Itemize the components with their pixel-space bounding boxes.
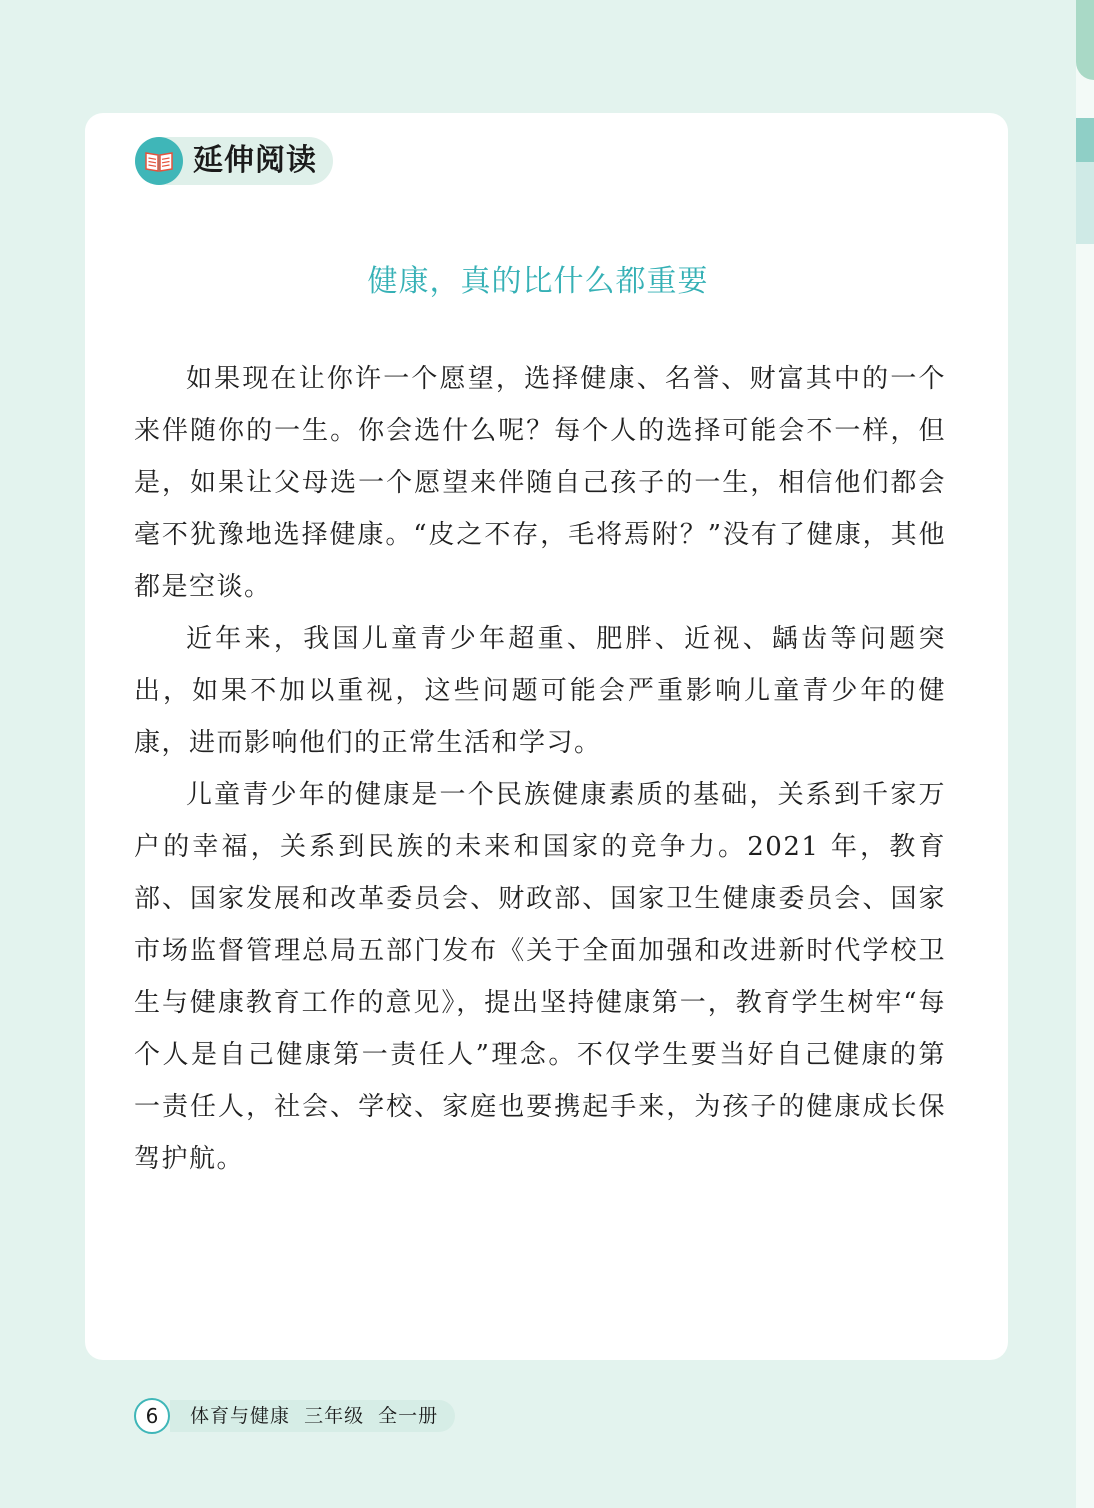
paragraph: 近年来，我国儿童青少年超重、肥胖、近视、龋齿等问题突出，如果不加以重视，这些问题可能会严重影响儿童青少年的健康，进而影响他们的正常生活和学习。 (134, 624, 946, 758)
open-book-icon (135, 137, 183, 185)
edge-tab-marker (1076, 118, 1094, 162)
article-title: 健康，真的比什么都重要 (367, 264, 709, 299)
book-title: 体育与健康 三年级 全一册 (190, 1405, 439, 1427)
paragraph: 儿童青少年的健康是一个民族健康素质的基础，关系到千家万户的幸福，关系到民族的未来和国家的竞争力。2021 年，教育部、国家发展和改革委员会、财政部、国家卫生健康委员会、国家市场监督管理总局五部门发布《关于全面加强和改进新时代学校卫生与健康教育工作的意见》，提出坚持健康第一，教育学生树牢“每个人是自己健康第一责任人”理念。不仅学生要当好自己健康的第一责任人，社会、学校、家庭也要携起手来，为孩子的健康成长保驾护航。 (134, 780, 946, 1174)
page-number: 6 (134, 1398, 170, 1434)
edge-tab-marker-light (1076, 162, 1094, 244)
section-title: 延伸阅读 (193, 143, 317, 178)
edge-leaf-decoration (1076, 0, 1094, 80)
article-body (134, 353, 946, 1185)
paragraph: 如果现在让你许一个愿望，选择健康、名誉、财富其中的一个来伴随你的一生。你会选什么呢？每个人的选择可能会不一样，但是，如果让父母选一个愿望来伴随自己孩子的一生，相信他们都会毫不犹豫地选择健康。“皮之不存，毛将焉附？”没有了健康，其他都是空谈。 (134, 364, 946, 602)
